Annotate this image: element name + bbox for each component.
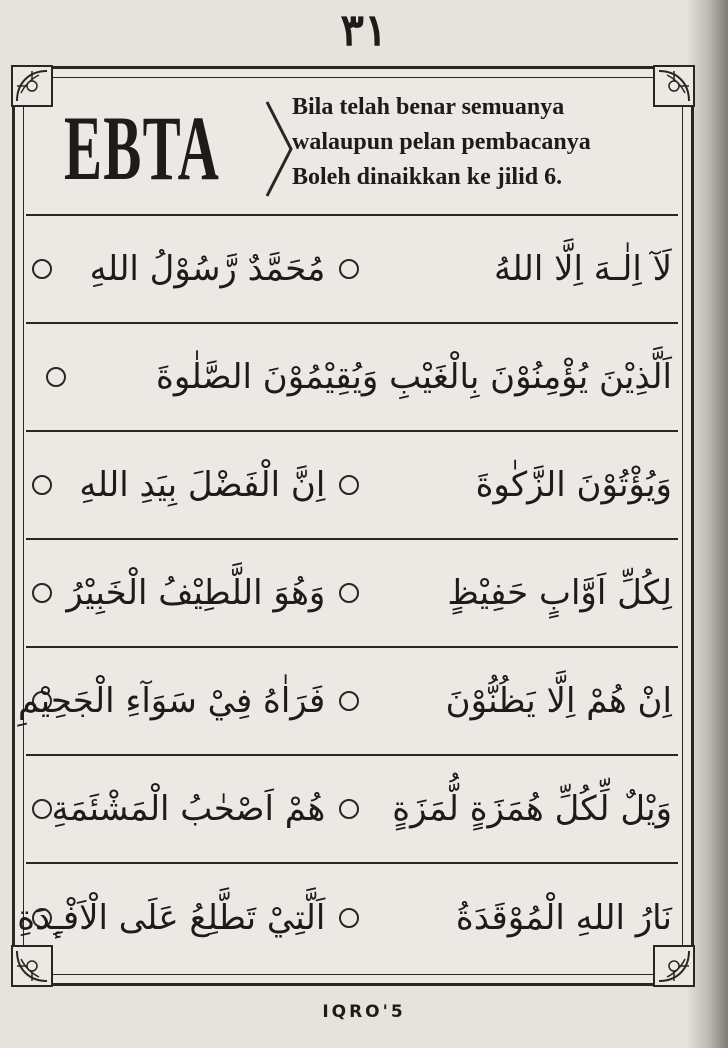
arabic-phrase-right: لَآ اِلٰـهَ اِلَّا اللهُ xyxy=(494,249,672,289)
reading-row xyxy=(17,864,678,972)
page-number: ٣١ xyxy=(340,5,388,56)
arabic-phrase-left: اَلَّتِيْ تَطَّلِعُ عَلَى الْاَفْـِٕدَةِ xyxy=(17,898,326,938)
arabic-phrase-left: اِنَّ الْفَضْلَ بِيَدِ اللهِ xyxy=(79,465,326,505)
arabic-phrase-left: وَهُوَ اللَّطِيْفُ الْخَبِيْرُ xyxy=(66,573,326,613)
header-note-line: walaupun pelan pembacanya xyxy=(292,129,591,155)
arabic-phrase-left: فَرَاٰهُ فِيْ سَوَآءِ الْجَحِيْمِ xyxy=(17,681,326,721)
arabic-phrase-left: مُحَمَّدٌ رَّسُوْلُ اللهِ xyxy=(89,249,326,289)
arabic-phrase-right: وَيْلٌ لِّكُلِّ هُمَزَةٍ لُّمَزَةٍ xyxy=(392,789,672,829)
reading-row xyxy=(17,648,678,756)
header-title: EBTA xyxy=(64,97,221,199)
header-note-line: Boleh dinaikkan ke jilid 6. xyxy=(292,164,563,190)
header-note xyxy=(292,90,591,195)
reading-row xyxy=(26,324,678,432)
circle-stop-icon xyxy=(339,691,359,711)
circle-stop-icon xyxy=(46,367,66,387)
circle-stop-icon xyxy=(339,475,359,495)
arabic-phrase-left: هُمْ اَصْحٰبُ الْمَشْئَمَةِ xyxy=(51,789,326,829)
circle-stop-icon xyxy=(32,583,52,603)
circle-stop-icon xyxy=(339,908,359,928)
circle-stop-icon xyxy=(339,799,359,819)
reading-row xyxy=(26,432,678,540)
reading-rows xyxy=(17,214,678,976)
arabic-phrase-right: اِنْ هُمْ اِلَّا يَظُنُّوْنَ xyxy=(445,681,672,721)
book-footer: IQRO'5 xyxy=(322,1002,406,1022)
header-note-line: Bila telah benar semuanya xyxy=(292,94,565,120)
circle-stop-icon xyxy=(339,259,359,279)
reading-row xyxy=(26,756,678,864)
lesson-header xyxy=(28,88,678,206)
chevron-right-icon xyxy=(264,100,294,198)
arabic-phrase-right: نَارُ اللهِ الْمُوْقَدَةُ xyxy=(455,898,672,938)
circle-stop-icon xyxy=(32,799,52,819)
arabic-phrase-full: اَلَّذِيْنَ يُؤْمِنُوْنَ بِالْغَيْبِ وَيُقِيْمُوْنَ الصَّلٰوةَ xyxy=(156,357,672,397)
circle-stop-icon xyxy=(339,583,359,603)
circle-stop-icon xyxy=(32,475,52,495)
arabic-phrase-right: وَيُؤْتُوْنَ الزَّكٰوةَ xyxy=(475,465,672,505)
reading-row xyxy=(26,216,678,324)
circle-stop-icon xyxy=(32,259,52,279)
reading-row xyxy=(26,540,678,648)
arabic-phrase-right: لِكُلِّ اَوَّابٍ حَفِيْظٍ xyxy=(447,573,672,613)
